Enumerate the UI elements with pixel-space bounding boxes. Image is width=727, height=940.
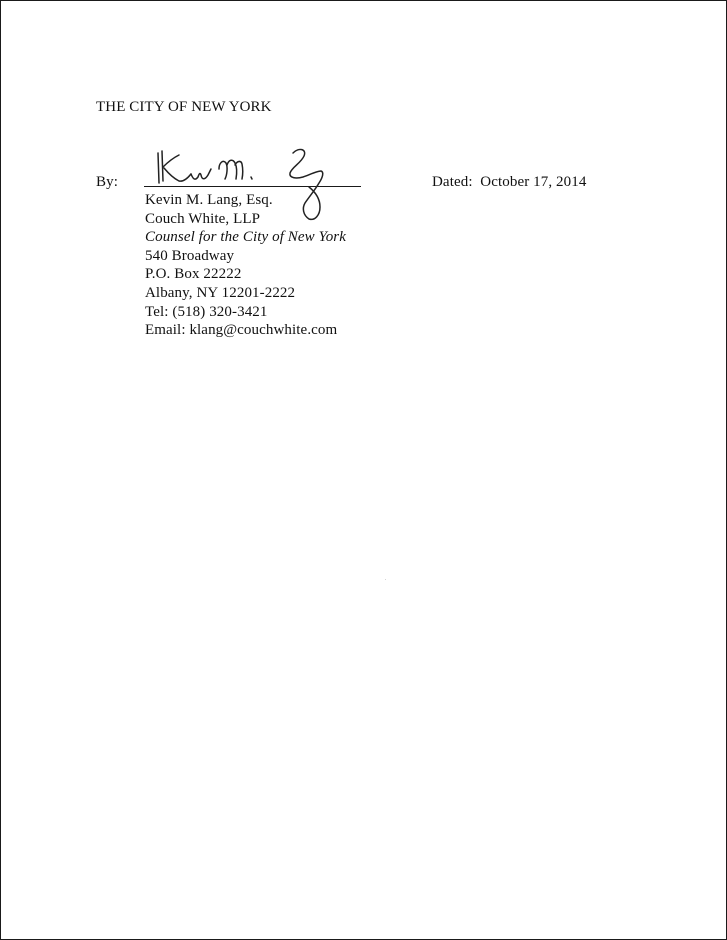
signer-name: Kevin M. Lang, Esq. bbox=[145, 192, 273, 208]
signer-block bbox=[145, 191, 346, 340]
signer-role: Counsel for the City of New York bbox=[145, 229, 346, 246]
dated-line bbox=[432, 173, 586, 191]
document-heading: THE CITY OF NEW YORK bbox=[96, 99, 272, 115]
signer-street: 540 Broadway bbox=[145, 247, 235, 264]
signer-firm: Couch White, LLP bbox=[145, 210, 261, 227]
signer-email: Email: klang@couchwhite.com bbox=[145, 322, 338, 339]
by-label: By: bbox=[96, 174, 118, 190]
scan-speck bbox=[385, 579, 386, 580]
signer-city-state-zip: Albany, NY 12201-2222 bbox=[145, 284, 296, 301]
signer-tel: Tel: (518) 320-3421 bbox=[145, 303, 268, 320]
signer-po-box: P.O. Box 22222 bbox=[145, 266, 242, 283]
dated-value: October 17, 2014 bbox=[480, 174, 587, 190]
dated-label: Dated: bbox=[432, 174, 473, 190]
